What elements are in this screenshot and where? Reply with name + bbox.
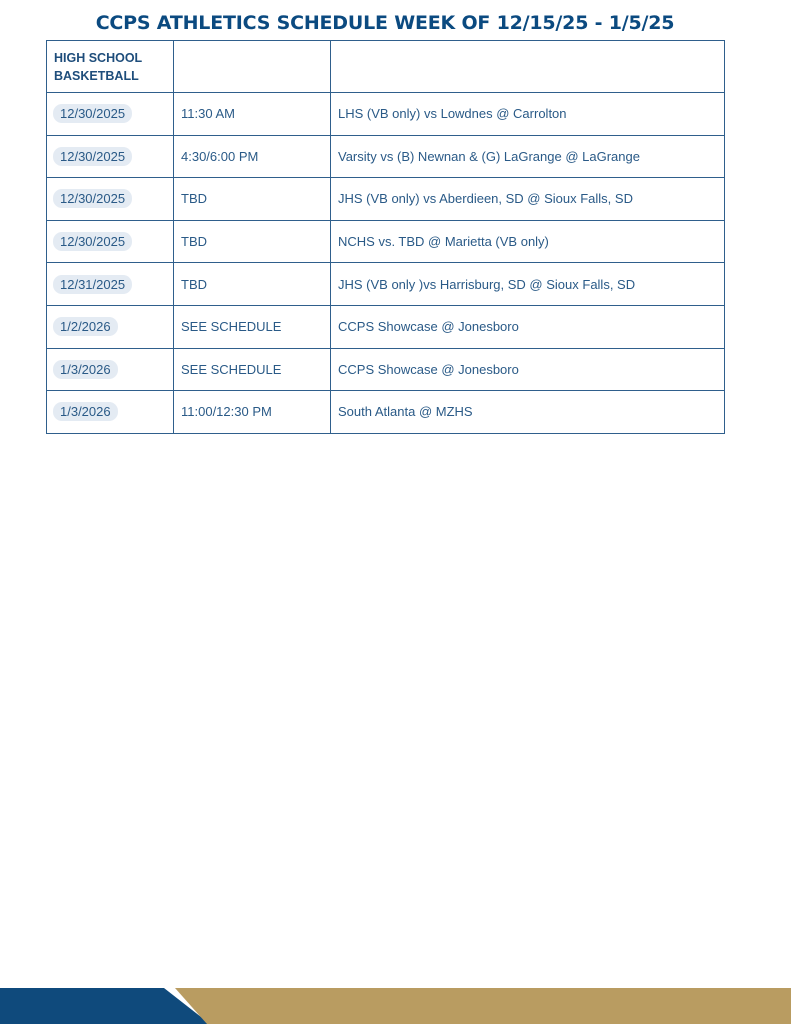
date-pill: 12/30/2025: [53, 189, 132, 208]
date-cell: [47, 178, 174, 221]
time-cell: 4:30/6:00 PM: [174, 135, 331, 178]
date-cell: [47, 391, 174, 434]
event-cell: Varsity vs (B) Newnan & (G) LaGrange @ LaGrange: [331, 135, 725, 178]
date-pill: 1/3/2026: [53, 360, 118, 379]
event-cell: JHS (VB only) vs Aberdieen, SD @ Sioux Falls, SD: [331, 178, 725, 221]
event-cell: South Atlanta @ MZHS: [331, 391, 725, 434]
event-cell: JHS (VB only )vs Harrisburg, SD @ Sioux Falls, SD: [331, 263, 725, 306]
date-pill: 12/30/2025: [53, 232, 132, 251]
date-pill: 12/30/2025: [53, 147, 132, 166]
date-pill: 1/3/2026: [53, 402, 118, 421]
date-pill: 12/31/2025: [53, 275, 132, 294]
date-pill: 1/2/2026: [53, 317, 118, 336]
date-cell: [47, 263, 174, 306]
time-header-cell: [174, 41, 331, 93]
event-cell: CCPS Showcase @ Jonesboro: [331, 348, 725, 391]
event-cell: NCHS vs. TBD @ Marietta (VB only): [331, 220, 725, 263]
date-cell: [47, 135, 174, 178]
sport-header-line2: BASKETBALL: [54, 68, 139, 83]
event-cell: CCPS Showcase @ Jonesboro: [331, 305, 725, 348]
date-cell: [47, 93, 174, 136]
footer-gold-band: [175, 988, 791, 1024]
table-row: [47, 348, 725, 391]
table-row: [47, 93, 725, 136]
table-row: [47, 178, 725, 221]
table-header-row: [47, 41, 725, 93]
table-row: [47, 263, 725, 306]
event-cell: LHS (VB only) vs Lowdnes @ Carrolton: [331, 93, 725, 136]
sport-header-line1: HIGH SCHOOL: [54, 50, 143, 65]
time-cell: 11:30 AM: [174, 93, 331, 136]
time-cell: TBD: [174, 220, 331, 263]
page-title: CCPS ATHLETICS SCHEDULE WEEK OF 12/15/25 - 1/5/25: [95, 12, 675, 34]
date-cell: [47, 220, 174, 263]
time-cell: 11:00/12:30 PM: [174, 391, 331, 434]
date-cell: [47, 348, 174, 391]
time-cell: TBD: [174, 263, 331, 306]
time-cell: SEE SCHEDULE: [174, 348, 331, 391]
event-header-cell: [331, 41, 725, 93]
table-row: [47, 220, 725, 263]
table-row: [47, 135, 725, 178]
schedule-table: [46, 40, 725, 434]
footer-blue-band: [0, 988, 210, 1024]
time-cell: TBD: [174, 178, 331, 221]
date-cell: [47, 305, 174, 348]
table-row: [47, 305, 725, 348]
table-row: [47, 391, 725, 434]
date-pill: 12/30/2025: [53, 104, 132, 123]
sport-header-cell: [47, 41, 174, 93]
time-cell: SEE SCHEDULE: [174, 305, 331, 348]
